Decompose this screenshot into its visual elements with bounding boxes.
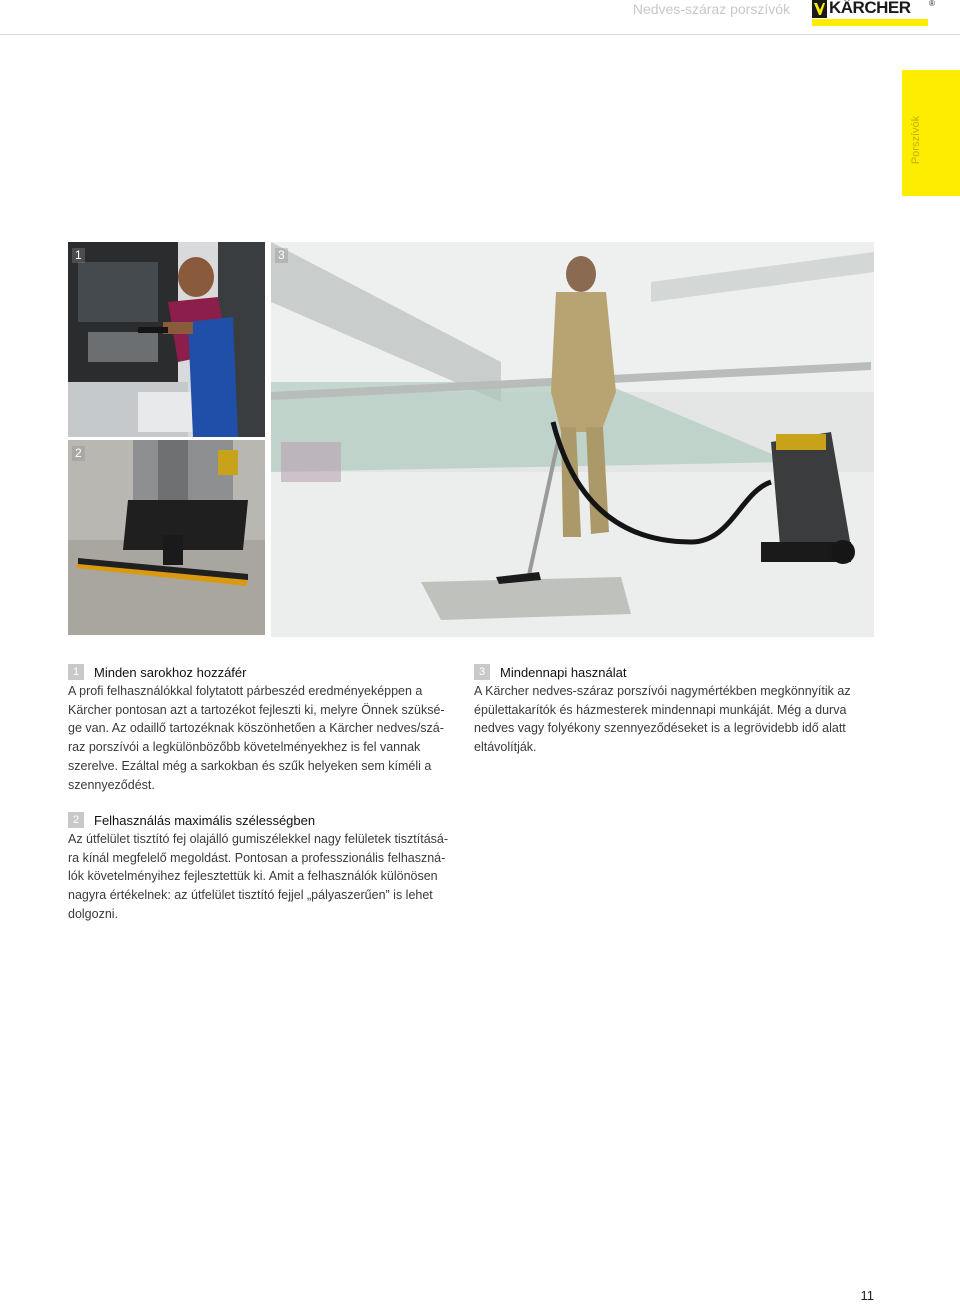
photo-1: [68, 242, 265, 437]
section-1-line: szerelve. Ezáltal még a sarkokban és szűk helyeken sem kíméli a: [68, 758, 432, 773]
section-3-heading: [474, 664, 874, 680]
header-divider: [0, 34, 960, 35]
registered-mark: ®: [929, 0, 935, 8]
section-1-number: 1: [68, 664, 84, 680]
side-tab-label: Porszívók: [910, 115, 922, 165]
karcher-logo-text: KÄRCHER: [829, 0, 911, 17]
logo-yellow-bar: [812, 19, 928, 26]
section-1-line: szennyeződést.: [68, 777, 155, 792]
photo-3-number: 3: [275, 248, 288, 263]
page-number: 11: [860, 1288, 874, 1303]
section-2-line: nagyra értékelnek: az útfelület tisztító fejjel „pályaszerűen” is lehet: [68, 888, 433, 903]
karcher-logo: [812, 0, 935, 26]
photo-2-image: [68, 440, 265, 635]
section-2-line: dolgozni.: [68, 906, 119, 921]
section-1-heading: [68, 664, 458, 680]
section-3-number: 3: [474, 664, 490, 680]
section-2-number: 2: [68, 812, 84, 828]
photo-1-number: 1: [72, 248, 85, 263]
section-1-line: raz porszívói a legkülönbözőbb követelményekhez is fel vannak: [68, 740, 421, 755]
section-2-line: ra kínál megfelelő megoldást. Pontosan a professzionális felhaszná-: [68, 850, 446, 865]
section-3-title: Mindennapi használat: [500, 664, 627, 680]
section-side-tab: [902, 70, 960, 196]
photo-3: [271, 242, 874, 637]
section-2-heading: [68, 812, 468, 828]
section-3-line: A Kärcher nedves-száraz porszívói nagymértékben megkönnyítik az: [474, 684, 851, 698]
section-3-line: eltávolítják.: [474, 740, 537, 755]
photo-2-number: 2: [72, 446, 85, 461]
section-1-line: Kärcher pontosan azt a tartozékot fejleszti ki, melyre Önnek szüksé-: [68, 702, 445, 717]
section-1: [68, 664, 458, 794]
section-2: [68, 812, 468, 924]
section-1-line: A profi felhasználókkal folytatott párbeszéd eredményeképpen a: [68, 684, 423, 698]
section-1-line: ge van. Az odaillő tartozéknak köszönhetően a Kärcher nedves/szá-: [68, 721, 444, 736]
karcher-logo-icon: [812, 0, 827, 18]
photo-2: [68, 440, 265, 635]
section-1-title: Minden sarokhoz hozzáfér: [94, 664, 247, 680]
photo-3-image: [271, 242, 874, 637]
section-2-title: Felhasználás maximális szélességben: [94, 812, 316, 828]
photo-1-image: [68, 242, 265, 437]
section-3: [474, 664, 874, 757]
page-header-title: Nedves-száraz porszívók: [632, 1, 790, 17]
section-3-line: épülettakarítók és házmesterek mindennapi munkáját. Még a durva: [474, 702, 847, 717]
section-3-line: nedves vagy folyékony szennyeződéseket is a legrövidebb idő alatt: [474, 721, 846, 736]
section-2-line: lók követelményihez fejlesztettük ki. Amit a felhasználók különösen: [68, 869, 438, 884]
section-2-line: Az útfelület tisztító fej olajálló gumiszélekkel nagy felületek tisztításá-: [68, 832, 449, 846]
